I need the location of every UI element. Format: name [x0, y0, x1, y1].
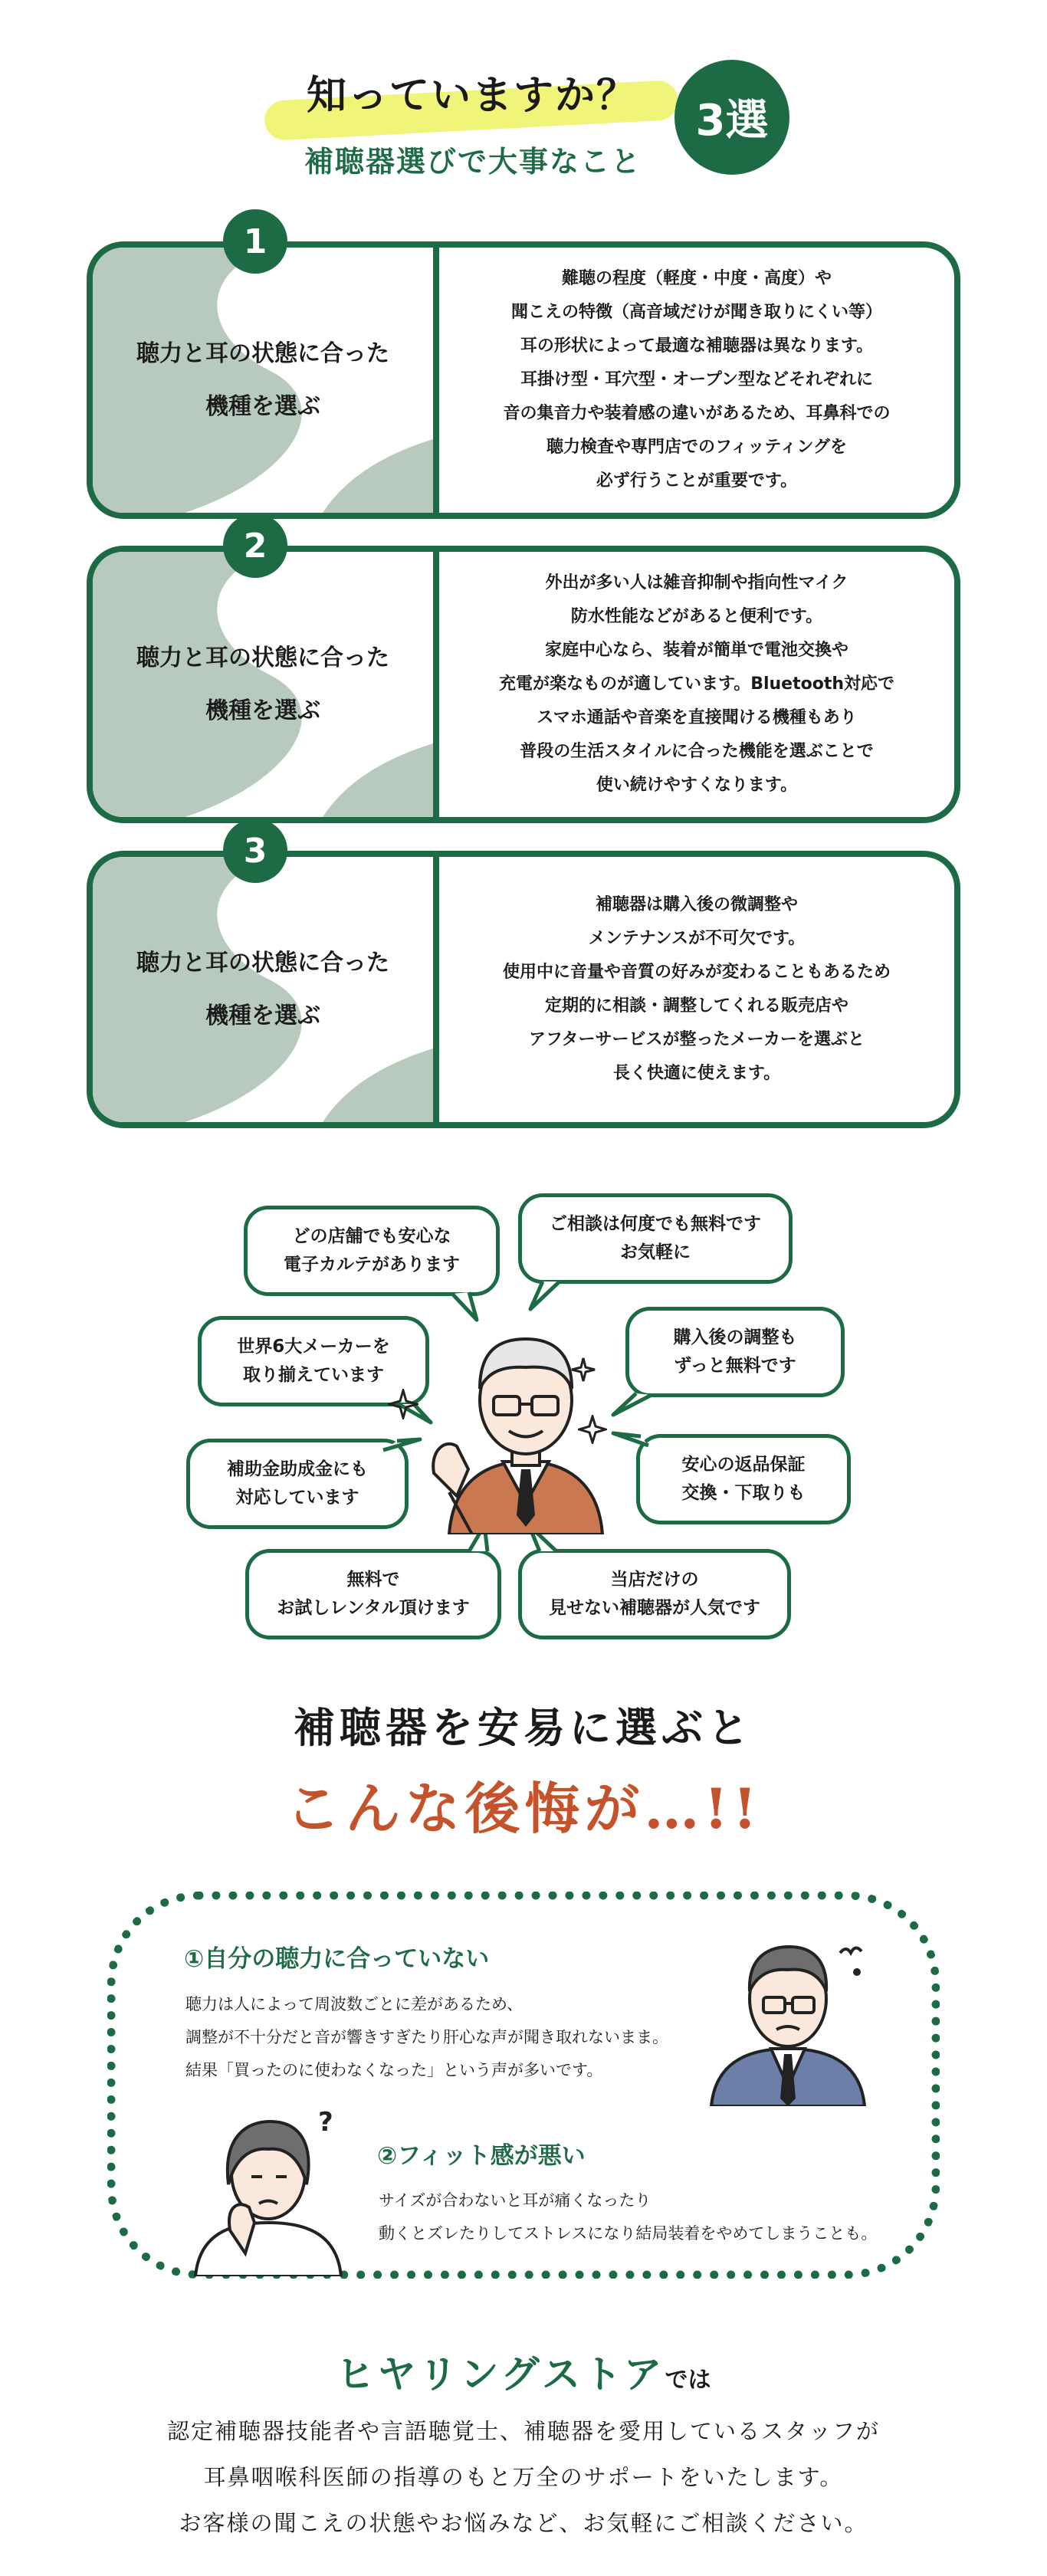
- tip-card-title-panel: [93, 248, 439, 513]
- tip-card-body-line: メンテナンスが不可欠です。: [588, 929, 806, 948]
- regret-item-1-text: [185, 1988, 668, 2087]
- tip-card-body-line: 補聴器は購入後の微調整や: [595, 895, 798, 914]
- tip-card-body-line: 使用中に音量や音質の好みが変わることもあるため: [502, 963, 891, 982]
- worried-woman-illustration: [184, 2100, 353, 2276]
- tip-card-body-line: 家庭中心なら、装着が簡単で電池交換や: [544, 641, 848, 660]
- closing-line-2: 耳鼻咽喉科医師の指導のもと万全のサポートをいたします。: [203, 2464, 844, 2490]
- bubble-line: お試しレンタル頂けます: [277, 1598, 470, 1618]
- regret-line: 聴力は人によって周波数ごとに差があるため、: [185, 1995, 524, 2013]
- store-brand-suffix: では: [665, 2367, 711, 2394]
- tip-card-body-line: 耳掛け型・耳穴型・オープン型などそれぞれに: [520, 370, 874, 389]
- bubble-line: 購入後の調整も: [673, 1327, 797, 1348]
- regret-item-2-title: ②フィット感が悪い: [377, 2142, 586, 2170]
- bubble-line: 対応しています: [235, 1488, 359, 1508]
- tip-card-title-line: 聴力と耳の状態に合った: [136, 950, 389, 976]
- tip-card-body-line: 普段の生活スタイルに合った機能を選ぶことで: [520, 742, 874, 761]
- regret-highlight: こんな後悔が…!!: [285, 1776, 762, 1841]
- bubble-line: 安心の返品保証: [681, 1455, 806, 1475]
- closing-line-3: お客様の聞こえの状態やお悩みなど、お気軽にご相談ください。: [179, 2510, 868, 2536]
- bubble-line: ご相談は何度でも無料です: [550, 1214, 761, 1235]
- bubble-line: 交換・下取りも: [681, 1483, 806, 1503]
- tip-card-body-line: アフターサービスが整ったメーカーを選ぶと: [528, 1030, 865, 1049]
- tip-card-body-line: 長く快適に使えます。: [612, 1064, 781, 1083]
- page-subtitle: 補聴器選びで大事なこと: [304, 145, 642, 179]
- regret-line: 結果「買ったのに使わなくなった」という声が多いです。: [185, 2061, 603, 2080]
- tip-card-title-line: 聴力と耳の状態に合った: [136, 340, 389, 367]
- tip-card-body-line: 定期的に相談・調整してくれる販売店や: [544, 996, 848, 1016]
- bubble-line: 当店だけの: [610, 1570, 699, 1590]
- tip-card-body-line: スマホ通話や音楽を直接聞ける機種もあり: [537, 708, 857, 727]
- closing-line-1: 認定補聴器技能者や言語聴覚士、補聴器を愛用しているスタッフが: [166, 2418, 880, 2444]
- sparkle-icon: [578, 1415, 607, 1444]
- tip-card-body-line: 充電が楽なものが適しています。Bluetooth対応で: [498, 674, 895, 694]
- bubble-line: 見せない補聴器が人気です: [549, 1598, 760, 1618]
- regret-line: 調整が不十分だと音が響きすぎたり肝心な声が聞き取れないまま。: [185, 2028, 668, 2047]
- bubble-line: 補助金助成金にも: [227, 1459, 368, 1480]
- bubble-line: 無料で: [346, 1570, 400, 1590]
- tip-card-title-line: 機種を選ぶ: [205, 697, 320, 724]
- tip-number-badge-3: 3: [223, 819, 287, 883]
- regret-item-1-title: ①自分の聴力に合っていない: [184, 1945, 490, 1973]
- bubble-line: どの店舗でも安心な: [292, 1226, 451, 1247]
- tip-number-badge-1: 1: [223, 209, 287, 274]
- tip-card-body-line: 外出が多い人は雑音抑制や指向性マイク: [545, 573, 848, 592]
- regret-line: 動くとズレたりしてストレスになり結局装着をやめてしまうことも。: [379, 2224, 878, 2243]
- tip-card-body-line: 難聴の程度（軽度・中度・高度）や: [561, 269, 832, 288]
- tip-card-body-line: 音の集音力や装着感の違いがあるため、耳鼻科での: [503, 404, 891, 423]
- bubble-line: 世界6大メーカーを: [237, 1337, 390, 1357]
- worried-man-illustration: [704, 1922, 880, 2106]
- tip-card-body-line: 耳の形状によって最適な補聴器は異なります。: [520, 336, 874, 356]
- bubble-line: ずっと無料です: [674, 1356, 796, 1376]
- tip-card-title-panel: [93, 552, 439, 817]
- tip-card-body-line: 使い続けやすくなります。: [596, 776, 798, 795]
- tip-card-body-line: 防水性能などがあると便利です。: [570, 607, 823, 626]
- page-title: 知っていますか？: [307, 73, 638, 119]
- tip-card-title-line: 機種を選ぶ: [205, 1003, 320, 1029]
- closing-title: [0, 2344, 1047, 2399]
- bubble-line: お気軽に: [620, 1242, 691, 1262]
- regret-heading: 補聴器を安易に選ぶと: [294, 1703, 753, 1752]
- svg-text:?: ?: [318, 2107, 333, 2138]
- regret-line: サイズが合わないと耳が痛くなったり: [379, 2191, 652, 2210]
- tip-card-title: [93, 552, 433, 817]
- three-picks-badge: 3選: [674, 60, 789, 175]
- sparkle-icon: [388, 1389, 418, 1419]
- tip-card-body-line: 必ず行うことが重要です。: [596, 471, 798, 491]
- store-brand: ヒヤリングストア: [336, 2351, 665, 2397]
- tip-card-title-line: 聴力と耳の状態に合った: [136, 645, 389, 671]
- bubble-line: 電子カルテがあります: [284, 1255, 460, 1275]
- regret-item-2-text: [379, 2184, 877, 2250]
- tip-card-title-panel: [93, 857, 439, 1122]
- tip-card-body-line: 聴力検査や専門店でのフィッティングを: [546, 438, 848, 457]
- bubble-line: 取り揃えています: [243, 1365, 384, 1385]
- tip-number-badge-2: 2: [223, 514, 287, 578]
- tip-card-title: [93, 248, 433, 513]
- sparkle-icon: [570, 1357, 596, 1383]
- tip-card-title: [93, 857, 433, 1122]
- tip-card-title-line: 機種を選ぶ: [205, 393, 320, 420]
- tip-card-body-line: 聞こえの特徴（高音域だけが聞き取りにくい等）: [510, 303, 882, 322]
